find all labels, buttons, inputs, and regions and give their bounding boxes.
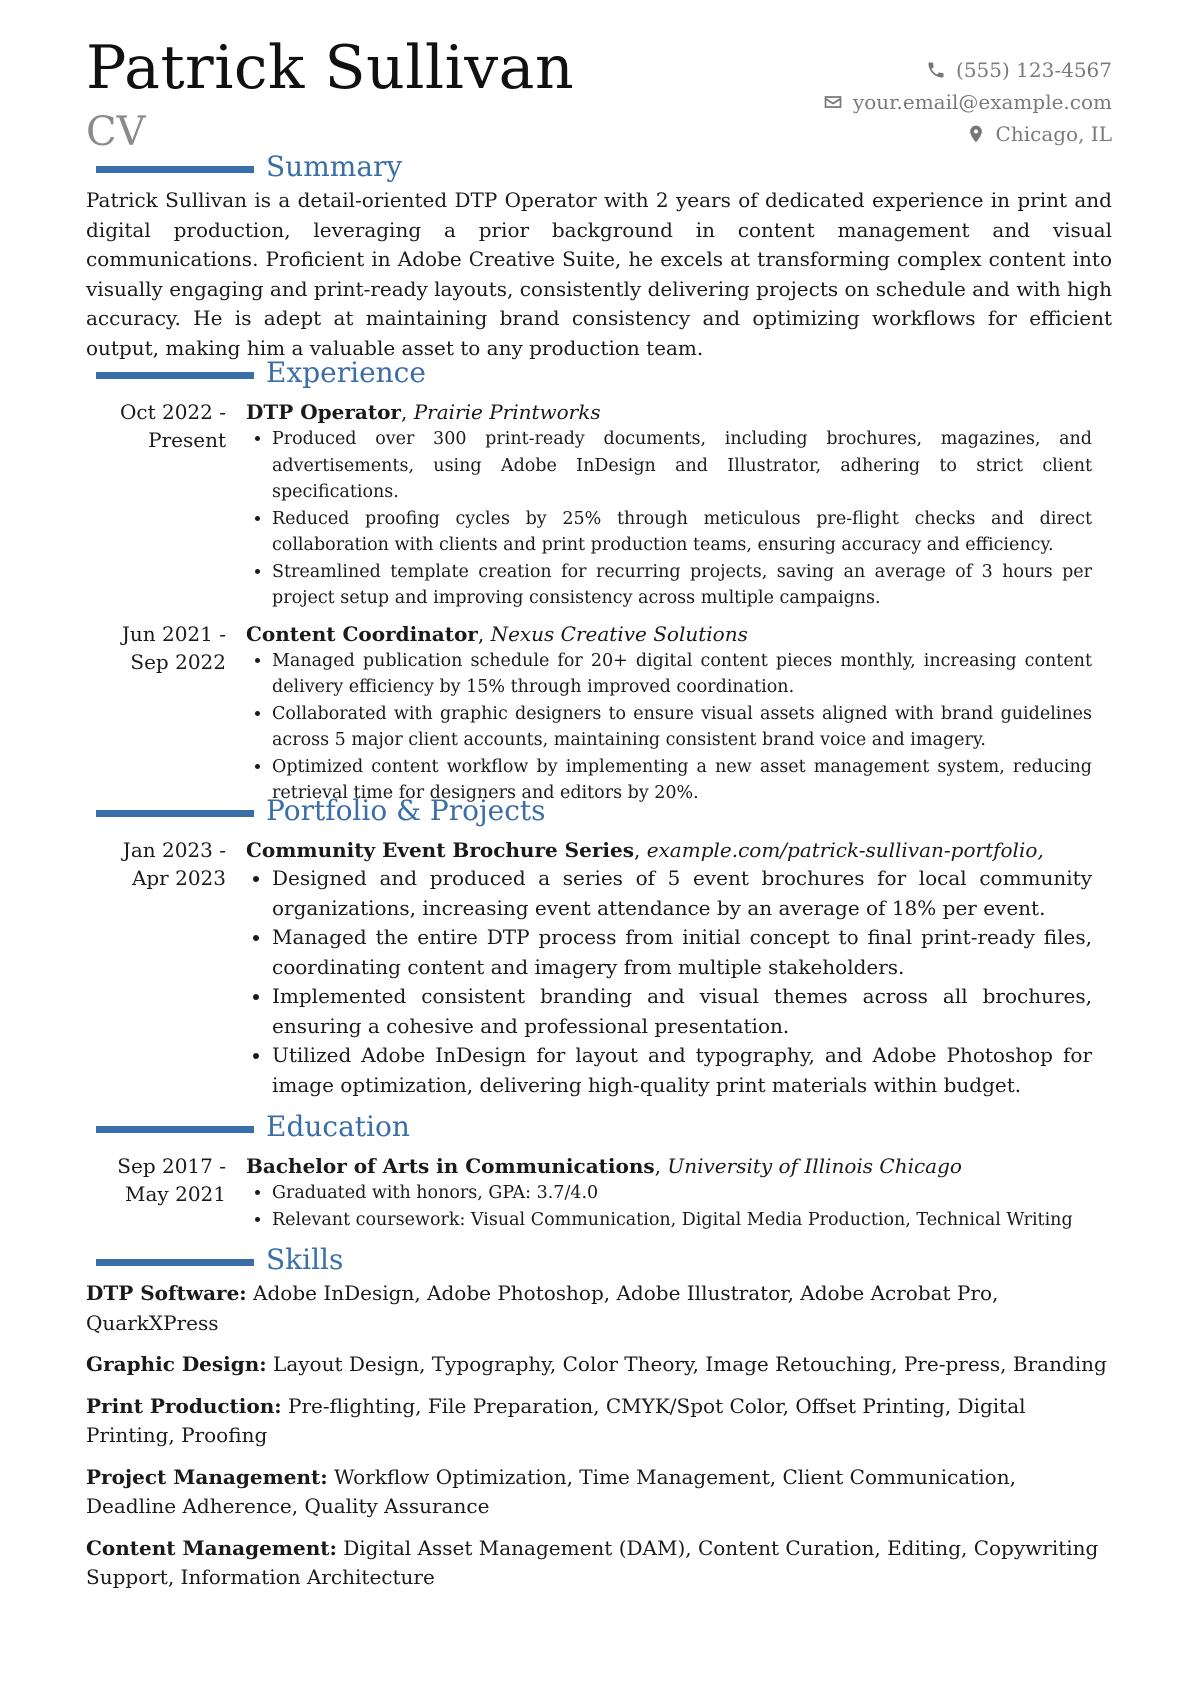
phone-icon — [926, 60, 946, 80]
entry-title: Content Coordinator, Nexus Creative Solutions — [246, 621, 748, 646]
entry-org: Nexus Creative Solutions — [490, 621, 748, 646]
section-title: Skills — [266, 1243, 344, 1276]
entry-bullets — [246, 648, 1112, 807]
education-entry — [86, 1152, 1112, 1233]
section-accent-bar — [96, 372, 254, 379]
section-title: Education — [266, 1110, 410, 1143]
section-header — [86, 1245, 1112, 1279]
list-item: • Designed and produced a series of 5 event brochures for local community organizations, increasing event attendance by an average of 18% per event. — [272, 864, 1112, 923]
section-accent-bar — [96, 166, 254, 173]
contact-location — [823, 118, 1112, 150]
skills-section — [86, 1245, 1112, 1605]
section-header — [86, 152, 1112, 186]
skill-row — [86, 1392, 1112, 1451]
list-item: • Optimized content workflow by implementing a new asset management system, reducing retrieval time for designers and editors by 20%. — [272, 754, 1112, 807]
section-accent-bar — [96, 810, 254, 817]
entry-bullets — [246, 426, 1112, 612]
skill-value: Workflow Optimization, Time Management, Client Communication, Deadline Adherence, Quality Assurance — [86, 1464, 1016, 1518]
skill-row — [86, 1463, 1112, 1522]
skill-label: Content Management: — [86, 1535, 337, 1560]
contact-info — [823, 54, 1112, 150]
section-header — [86, 1112, 1112, 1146]
entry-body — [246, 620, 1112, 807]
experience-section — [86, 358, 1112, 807]
entry-org: Prairie Printworks — [413, 400, 601, 424]
project-entry — [86, 836, 1112, 1100]
section-header — [86, 796, 1112, 830]
skill-row — [86, 1350, 1112, 1380]
portfolio-link[interactable]: example.com/patrick-sullivan-portfolio, — [646, 838, 1044, 862]
entry-role: Community Event Brochure Series — [246, 838, 634, 862]
entry-date: Oct 2022 - Present — [119, 400, 226, 452]
skill-value: Digital Asset Management (DAM), Content Curation, Editing, Copywriting Support, Information Architecture — [86, 1535, 1099, 1589]
envelope-icon — [823, 92, 843, 112]
summary-text: Patrick Sullivan is a detail-oriented DTP Operator with 2 years of dedicated experience in print and digital production, leveraging a prior background in content management and visual communications. Proficient in Adobe Creative Suite, he excels at transforming complex content into visually engaging and print-ready layouts, consistently delivering projects on schedule and with high accuracy. He is adept at maintaining brand consistency and optimizing workflows for efficient output, making him a valuable asset to any production team. — [86, 188, 1112, 360]
skill-value: Layout Design, Typography, Color Theory, Image Retouching, Pre-press, Branding — [273, 1352, 1107, 1376]
document-subtitle: CV — [86, 109, 146, 155]
email-address[interactable]: your.email@example.com — [852, 90, 1112, 114]
entry-title: Bachelor of Arts in Communications, University of Illinois Chicago — [246, 1154, 962, 1178]
entry-date: Jun 2021 - Sep 2022 — [121, 621, 226, 674]
education-section — [86, 1112, 1112, 1233]
entry-bullets — [246, 1180, 1112, 1233]
skill-value: Pre-flighting, File Preparation, CMYK/Spot Color, Offset Printing, Digital Printing, Proofing — [86, 1393, 1026, 1447]
section-header — [86, 358, 1112, 392]
skill-label: Graphic Design: — [86, 1352, 267, 1376]
skill-label: Print Production: — [86, 1393, 282, 1418]
entry-role: Content Coordinator — [246, 621, 478, 646]
experience-entry — [86, 398, 1112, 612]
entry-title: DTP Operator, Prairie Printworks — [246, 400, 601, 424]
entry-role: DTP Operator — [246, 400, 401, 424]
entry-role: Bachelor of Arts in Communications — [246, 1154, 655, 1178]
list-item: • Managed the entire DTP process from initial concept to final print-ready files, coordinating content and imagery from multiple stakeholders. — [272, 923, 1112, 982]
list-item: • Graduated with honors, GPA: 3.7/4.0 — [272, 1180, 1112, 1207]
skill-value: Adobe InDesign, Adobe Photoshop, Adobe Illustrator, Adobe Acrobat Pro, QuarkXPress — [86, 1281, 999, 1335]
entry-org: University of Illinois Chicago — [667, 1154, 962, 1178]
skill-row — [86, 1279, 1112, 1338]
map-pin-icon — [966, 124, 986, 144]
entry-date: Jan 2023 - Apr 2023 — [122, 838, 226, 890]
phone-number: (555) 123-4567 — [956, 58, 1112, 82]
entry-body — [246, 1152, 1112, 1233]
summary-section — [86, 152, 1112, 363]
section-title: Portfolio & Projects — [266, 794, 546, 827]
candidate-name: Patrick Sullivan — [86, 33, 575, 103]
skill-label: Project Management: — [86, 1464, 328, 1489]
contact-phone — [823, 54, 1112, 86]
section-title: Experience — [266, 356, 426, 389]
section-accent-bar — [96, 1126, 254, 1133]
list-item: • Implemented consistent branding and visual themes across all brochures, ensuring a cohesive and professional presentation. — [272, 982, 1112, 1041]
list-item: • Relevant coursework: Visual Communication, Digital Media Production, Technical Writing — [272, 1207, 1112, 1234]
list-item: • Utilized Adobe InDesign for layout and typography, and Adobe Photoshop for image optimization, delivering high-quality print materials within budget. — [272, 1041, 1112, 1100]
list-item: • Reduced proofing cycles by 25% through meticulous pre-flight checks and direct collaboration with clients and print production teams, ensuring accuracy and efficiency. — [272, 506, 1112, 559]
entry-title: Community Event Brochure Series, example.com/patrick-sullivan-portfolio, — [246, 838, 1044, 862]
location-text: Chicago, IL — [995, 122, 1112, 146]
section-accent-bar — [96, 1259, 254, 1266]
list-item: • Collaborated with graphic designers to ensure visual assets aligned with brand guidelines across 5 major client accounts, maintaining consistent brand voice and imagery. — [272, 701, 1112, 754]
skill-label: DTP Software: — [86, 1281, 247, 1305]
section-title: Summary — [266, 150, 403, 183]
list-item: • Produced over 300 print-ready documents, including brochures, magazines, and advertisements, using Adobe InDesign and Illustrator, adhering to strict client specifications. — [272, 426, 1112, 506]
contact-email — [823, 86, 1112, 118]
entry-body — [246, 836, 1112, 1100]
entry-date: Sep 2017 - May 2021 — [117, 1154, 226, 1206]
list-item: • Streamlined template creation for recurring projects, saving an average of 3 hours per project setup and improving consistency across multiple campaigns. — [272, 559, 1112, 612]
experience-entry — [86, 620, 1112, 807]
list-item: • Managed publication schedule for 20+ digital content pieces monthly, increasing content delivery efficiency by 15% through improved coordination. — [272, 648, 1112, 701]
projects-section — [86, 796, 1112, 1100]
skill-row — [86, 1534, 1112, 1593]
entry-bullets — [246, 864, 1112, 1100]
entry-body — [246, 398, 1112, 612]
